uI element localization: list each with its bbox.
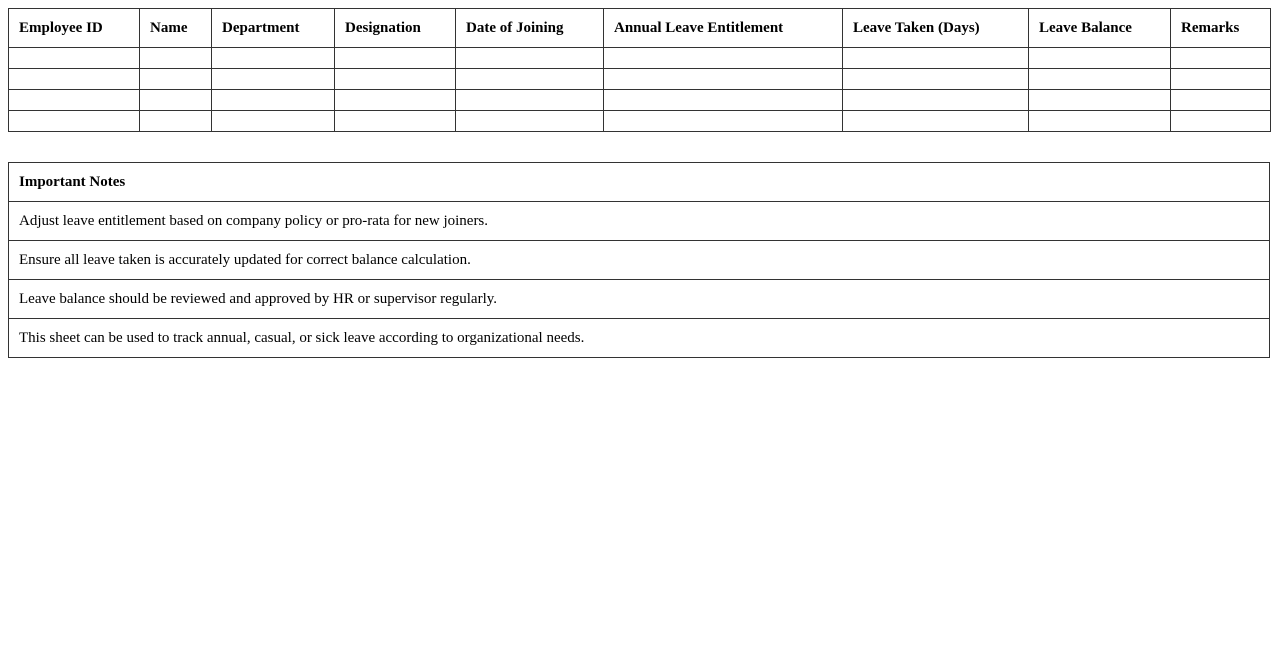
table-cell[interactable] [456, 69, 604, 90]
table-cell[interactable] [1029, 69, 1171, 90]
note-item: This sheet can be used to track annual, casual, or sick leave according to organizational needs. [9, 319, 1270, 358]
table-row [9, 69, 1271, 90]
table-row [9, 90, 1271, 111]
notes-row [9, 241, 1270, 280]
table-cell[interactable] [9, 111, 140, 132]
table-cell[interactable] [335, 111, 456, 132]
table-cell[interactable] [212, 111, 335, 132]
table-cell[interactable] [456, 90, 604, 111]
table-cell[interactable] [843, 48, 1029, 69]
header-row [9, 9, 1271, 48]
table-cell[interactable] [140, 69, 212, 90]
notes-header-row [9, 163, 1270, 202]
table-cell[interactable] [140, 90, 212, 111]
table-cell[interactable] [9, 48, 140, 69]
leave-table [8, 8, 1271, 132]
header-name: Name [140, 9, 212, 48]
header-employee-id: Employee ID [9, 9, 140, 48]
table-cell[interactable] [335, 69, 456, 90]
header-date-of-joining: Date of Joining [456, 9, 604, 48]
table-cell[interactable] [9, 69, 140, 90]
notes-row [9, 319, 1270, 358]
table-cell[interactable] [1029, 48, 1171, 69]
note-item: Ensure all leave taken is accurately updated for correct balance calculation. [9, 241, 1270, 280]
note-item: Leave balance should be reviewed and approved by HR or supervisor regularly. [9, 280, 1270, 319]
table-cell[interactable] [1171, 48, 1271, 69]
table-cell[interactable] [140, 111, 212, 132]
table-cell[interactable] [1171, 111, 1271, 132]
header-leave-taken: Leave Taken (Days) [843, 9, 1029, 48]
table-cell[interactable] [604, 48, 843, 69]
header-department: Department [212, 9, 335, 48]
table-cell[interactable] [456, 111, 604, 132]
header-remarks: Remarks [1171, 9, 1271, 48]
table-cell[interactable] [140, 48, 212, 69]
table-cell[interactable] [1029, 111, 1171, 132]
table-cell[interactable] [212, 48, 335, 69]
notes-table [8, 162, 1270, 358]
note-item: Adjust leave entitlement based on company policy or pro-rata for new joiners. [9, 202, 1270, 241]
table-cell[interactable] [1171, 69, 1271, 90]
notes-row [9, 280, 1270, 319]
header-annual-leave-entitlement: Annual Leave Entitlement [604, 9, 843, 48]
notes-row [9, 202, 1270, 241]
table-cell[interactable] [604, 90, 843, 111]
table-cell[interactable] [212, 69, 335, 90]
table-cell[interactable] [604, 69, 843, 90]
table-cell[interactable] [335, 48, 456, 69]
table-cell[interactable] [9, 90, 140, 111]
header-designation: Designation [335, 9, 456, 48]
table-cell[interactable] [212, 90, 335, 111]
table-cell[interactable] [843, 69, 1029, 90]
leave-tracker-sheet [8, 8, 1270, 358]
table-row [9, 111, 1271, 132]
table-cell[interactable] [335, 90, 456, 111]
table-row [9, 48, 1271, 69]
header-leave-balance: Leave Balance [1029, 9, 1171, 48]
table-cell[interactable] [1171, 90, 1271, 111]
table-cell[interactable] [456, 48, 604, 69]
table-cell[interactable] [843, 90, 1029, 111]
notes-title: Important Notes [9, 163, 1270, 202]
table-cell[interactable] [843, 111, 1029, 132]
table-cell[interactable] [1029, 90, 1171, 111]
table-cell[interactable] [604, 111, 843, 132]
